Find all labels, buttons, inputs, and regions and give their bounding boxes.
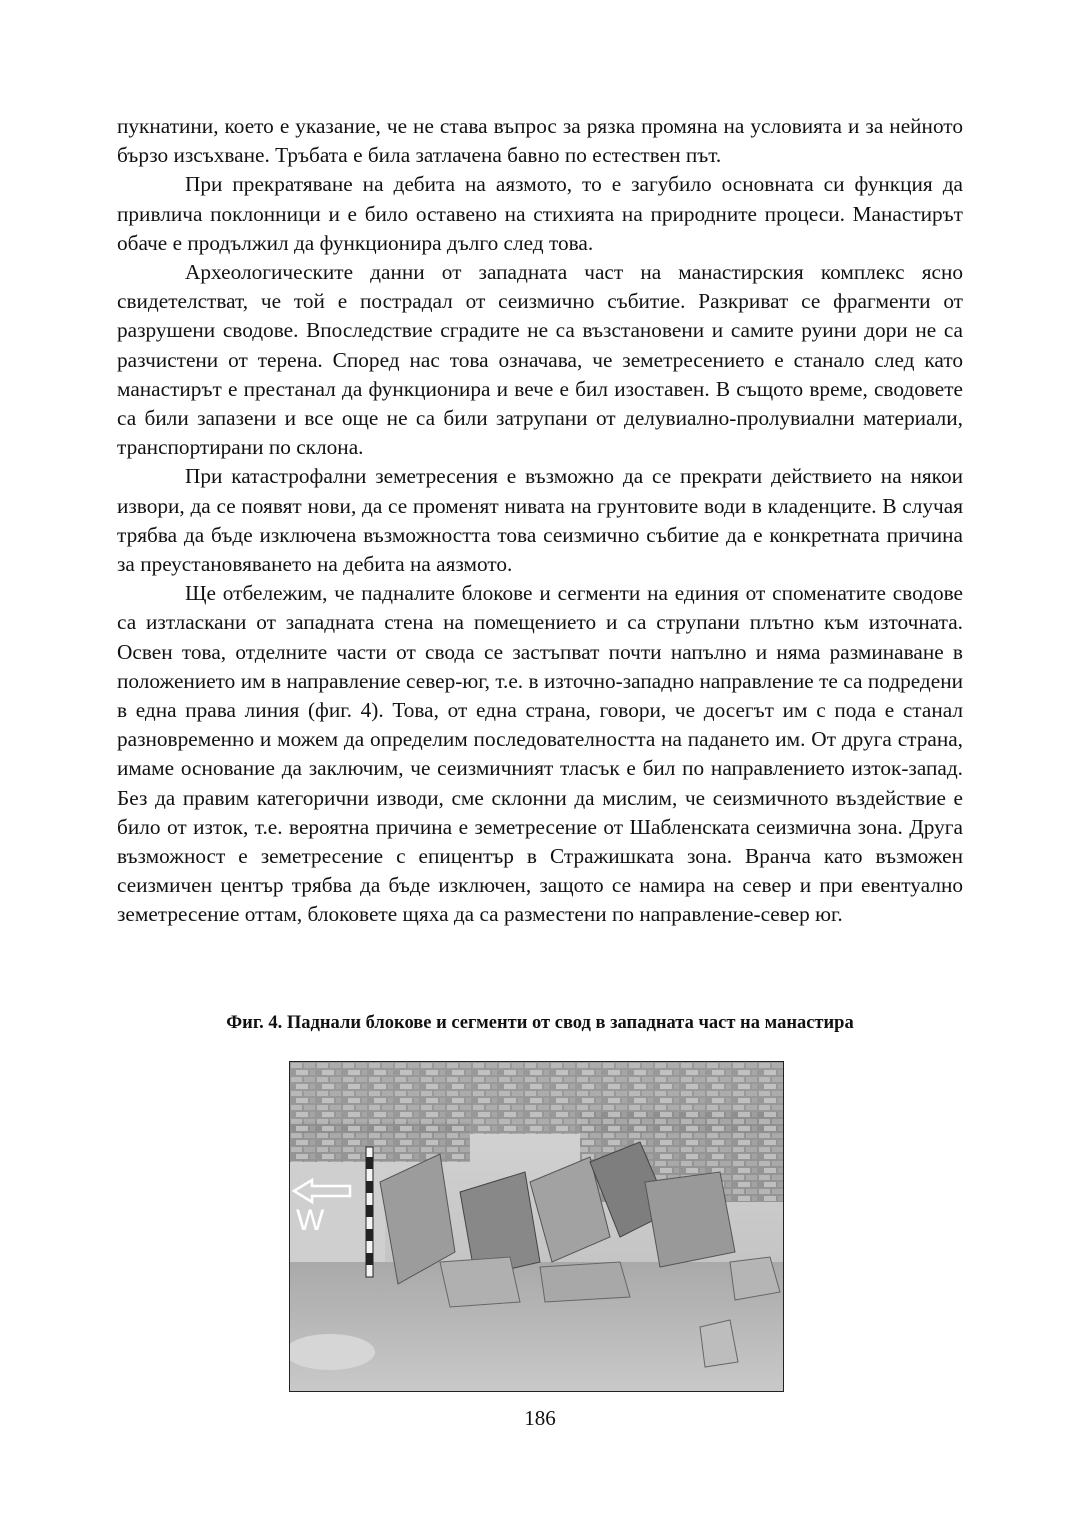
paragraph-5: Ще отбележим, че падналите блокове и сегменти на единия от споменатите сводове са изтласкани от западната стена на помещението и са струпани плътно към източната. Освен това, отделните части от свода се застъпват почти напълно и няма разминаване в положението им в направление север-юг, т.е. в източно-западно направление те са подредени в една права линия (фиг. 4). Това, от една страна, говори, че досегът им с пода е станал разновременно и можем да определим последователността на падането им. От друга страна, имаме основание да заключим, че сеизмичният тласък е бил по направлението изток-запад. Без да правим категорични изводи, сме склонни да мислим, че сеизмичното въздействие е било от изток, т.е. вероятна причина е земетресение от Шабленската сеизмична зона. Друга възможност е земетресение с епицентър в Стражишката зона. Вранча като възможен сеизмичен център трябва да бъде изключен, защото се намира на север и при евентуално земетресение оттам, блоковете щяха да са разместени по направление-север юг. bbox=[117, 581, 963, 927]
paragraph-3: Археологическите данни от западната част на манастирския комплекс ясно свидетелстват, че той е пострадал от сеизмично събитие. Разкриват се фрагменти от разрушени сводове. Впоследствие сградите не са възстановени и самите руини дори не са разчистени от терена. Според нас това означава, че земетресението е станало след като манастирът е престанал да функционира и вече е бил изоставен. В същото време, сводовете са били запазени и все още не са били затрупани от делувиално-пролувиални материали, транспортирани по склона. bbox=[117, 260, 963, 460]
paragraph-2: При прекратяване на дебита на аязмото, то е загубило основната си функция да привлича поклонници и е било оставено на стихията на природните процеси. Манастирът обаче е продължил да функционира дълго след това. bbox=[117, 172, 963, 255]
scale-bar bbox=[366, 1147, 373, 1277]
left-wall bbox=[290, 1122, 470, 1162]
figure-photo bbox=[289, 1061, 784, 1392]
figure-caption: Фиг. 4. Паднали блокове и сегменти от свод в западната част на манастира bbox=[226, 1013, 854, 1033]
photo-illustration bbox=[290, 1062, 783, 1391]
paragraph-4: При катастрофални земетресения е възможно да се прекрати действието на някои извори, да се появят нови, да се променят нивата на грунтовите води в кладенците. В случая трябва да бъде изключена възможността това сеизмично събитие да е конкретната причина за преустановяването на дебита на аязмото. bbox=[117, 464, 963, 577]
body-text bbox=[117, 112, 963, 930]
fallen-block-5 bbox=[645, 1172, 735, 1267]
rubble-2 bbox=[540, 1262, 630, 1302]
paragraph-1: пукнатини, което е указание, че не става въпрос за рязка промяна на условията и за нейното бързо изсъхване. Тръбата е била затлачена бавно по естествен път. bbox=[117, 114, 963, 168]
page-number: 186 bbox=[524, 1406, 556, 1430]
direction-label: W bbox=[296, 1204, 325, 1237]
rubble-1 bbox=[440, 1257, 520, 1307]
